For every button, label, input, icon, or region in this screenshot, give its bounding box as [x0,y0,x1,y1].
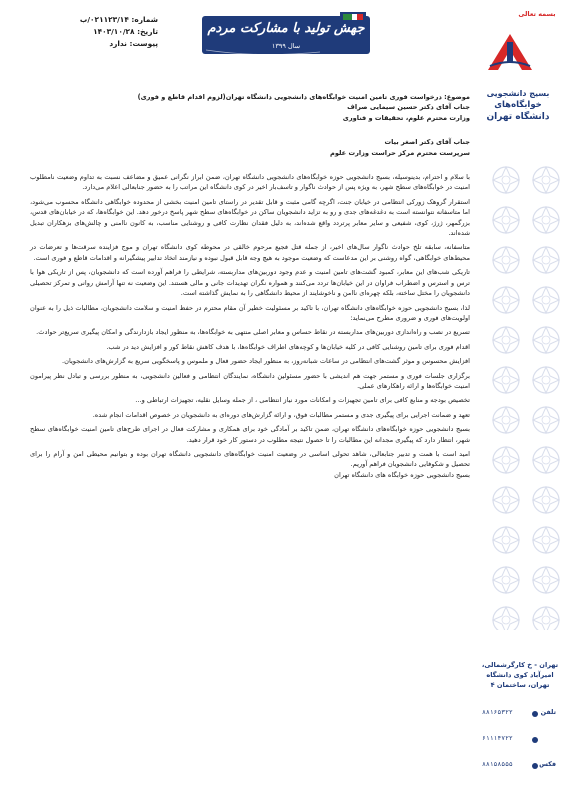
demand-item: برگزاری جلسات فوری و مستمر جهت هم اندیشی با حضور مسئولین دانشگاه، نمایندگان انتظامی و فعالین دانشجویی، به منظور بررسی و تبادل نظر پیرامون امنیت خوابگاه‌ها و ارائه راهکارهای عملی. [30,371,470,390]
recipient-1-name: جناب آقای دکتر حسین سیمایی صراف [347,103,470,112]
contact-row [480,708,560,720]
contact-value: ۶۱۱۱۴۷۲۲ [482,734,513,742]
org-line-1: بسیج دانشجویی [486,89,550,98]
contact-label: تلفن [540,708,556,716]
demand-item: تعهد و ضمانت اجرایی برای پیگیری جدی و مستمر مطالبات فوق، و ارائه گزارش‌های دوره‌ای به دانشجویان در خصوص اقدامات انجام شده. [92,410,470,419]
contact-value: ۸۸۱۶۵۳۲۲ [482,708,513,716]
recipient-1-title: وزارت محترم علوم، تحقیقات و فناوری [342,113,470,122]
basmala: بسمه تعالی [518,10,556,18]
demand-item: افزایش محسوس و موثر گشت‌های انتظامی در ساعات شبانه‌روز، به منظور ایجاد حضور فعال و ملموس و پاسخگویی سریع به گزارش‌های دانشجویان. [62,357,470,366]
body-paragraph: بسیج دانشجویی حوزه خوابگاه‌های دانشگاه تهران، ضمن تاکید بر آمادگی خود برای همکاری و مشارکت فعال در اجرای طرح‌های تامین امنیت خوابگاه‌های سطح شهر، انتظار دارد که پیگیری مجدانه این مطالبات را تا حصول نتیجه مطلوب در دستور کار خود قرار دهید. [30,425,470,444]
contact-row [480,734,560,746]
body-paragraph: تاریکی شب‌های این معابر، کمبود گشت‌های تامین امنیت و عدم وجود دوربین‌های مداربسته، شرایطی را فراهم آورده است که دانشجویان، پس از تاریکی هوا با ترس و استرس و اضطراب فراوان در این خیابان‌ها تردد می‌کنند و همواره نگران تهدیدات جانی و مالی هستند. این وضعیت نه تنها آرامش روانی و تمرکز تحصیلی دانشجویان را مختل ساخته، بلکه چهره‌ای ناامن و ناخوشایند از محیط دانشگاهی را به نمایش گذاشته است. [30,268,470,298]
letter-number: شماره: ۰۲۱۱۲۳/۱۴/ب [79,15,158,24]
mobile-icon [532,737,538,743]
contact-value: ۸۸۱۵۸۵۵۵ [482,760,513,768]
contact-row [480,760,560,772]
body-paragraph: استقرار گروهک زورکی انتظامی در خیابان جنت، اگرچه گامی مثبت و قابل تقدیر در راستای تامین امنیت بخشی از محدوده خوابگاهی دانشگاه محسوب می‌شود، اما متاسفانه نتوانسته است به دغدغه‌های جدی و رو به تزاید دانشجویان ساکن در خوابگاه‌های سطح شهر پاسخ درخور دهد. این خوابگاه‌ها، که در خیابان‌های قدس، بزرگمهر، ژرژ، کوی، شفیعی و سایر معابر پرتردد واقع شده‌اند، به دلیل فقدان نظارت کافی و روشنایی مناسب، به کانون ناامنی و چالش‌های بزهکاران تبدیل شده‌اند. [30,197,470,238]
slogan-banner [200,12,372,60]
banner-slogan: جهش تولید با مشارکت مردم [207,21,365,36]
letter-meta [18,14,158,50]
banner-year: سال ۱۳۹۹ [271,42,301,50]
org-name [470,88,566,123]
letter-attachment: پیوست: ندارد [109,39,158,48]
org-line-2: خوابگاه‌های [494,100,542,110]
demand-item: اقدام فوری برای تامین روشنایی کافی در کلیه خیابان‌ها و کوچه‌های اطراف خوابگاه‌ها، با هدف کاهش نقاط کور و افزایش دید در شب. [106,342,470,351]
fax-icon [532,763,538,769]
contact-label: فکس [539,760,556,768]
demand-item: تسریع در نصب و راه‌اندازی دوربین‌های مداربسته در نقاط حساس و معابر اصلی منتهی به خوابگاه‌ها، به منظور ایجاد بازدارندگی و امکان پیگیری سریع‌تر حوادث. [36,328,470,337]
signature: بسیج دانشجویی حوزه خوابگاه های دانشگاه تهران [334,470,470,479]
recipient-2-title: سرپرست محترم مرکز حراست وزارت علوم [329,148,470,157]
letter-date: تاریخ: ۱۴۰۳/۱۰/۲۸ [93,27,158,36]
address: تهران - خ کارگرشمالی، امیرآباد کوی دانشگاه تهران، ساختمان ۴ [481,661,559,689]
recipient-2-name: جناب آقای دکتر اصغر بیات [384,138,470,147]
phone-icon [532,711,538,717]
letter-subject: موضوع: درخواست فوری تامین امنیت خوابگاه‌های دانشجویی دانشگاه تهران(لزوم اقدام قاطع و فوری) [137,93,470,101]
banner-background [200,12,372,60]
body-paragraph: لذا، بسیج دانشجویی حوزه خوابگاه‌های دانشگاه تهران، با تاکید بر مسئولیت خطیر آن مقام محترم در حفظ امنیت و سلامت دانشجویان، مطالبات ذیل را به عنوان اولویت‌های فوری و ضروری مطرح می‌نماید: [30,303,470,322]
body-paragraph: امید است با همت و تدبیر جنابعالی، شاهد تحولی اساسی در وضعیت امنیت خوابگاه‌های دانشجویی دانشگاه تهران بوده و بتوانیم محیطی امن و آرام را برای تحصیل و شکوفایی دانشجویان فراهم آوریم. [30,449,470,469]
demand-item: تخصیص بودجه و منابع کافی برای تامین تجهیزات و امکانات مورد نیاز انتظامی ، از جمله وسایل نقلیه، تجهیزات ارتباطی و... [135,396,470,405]
body-paragraph: با سلام و احترام، بدینوسیله، بسیج دانشجویی حوزه خوابگاه‌های دانشجویی دانشگاه تهران، ضمن ابراز نگرانی عمیق و مضاعف نسبت به تداوم وضعیت نامطلوب امنیت در خوابگاه‌های سطح شهر، به ویژه پس از حوادث ناگوار و تاسف‌بار اخیر در کوی دانشگاه این مراتب را به حضور جنابعالی اعلام می‌دارد. [30,173,470,192]
decorative-pattern [486,160,566,630]
letter-body [30,92,470,480]
body-paragraph: متاسفانه، سابقه تلخ حوادث ناگوار سال‌های اخیر، از جمله قتل فجیع مرحوم خالقی در محوطه کوی دانشگاه تهران و موج فزاینده سرقت‌ها و تعرضات در محیط‌های خوابگاهی، گواه روشنی بر این مدعاست که وضعیت موجود به هیچ وجه قابل قبول نبوده و نیازمند اتخاذ تدابیر پیشگیرانه و اقدامات قاطع و فوری است. [30,243,470,262]
basij-logo-icon [480,28,540,76]
org-line-3: دانشگاه تهران [486,112,550,122]
